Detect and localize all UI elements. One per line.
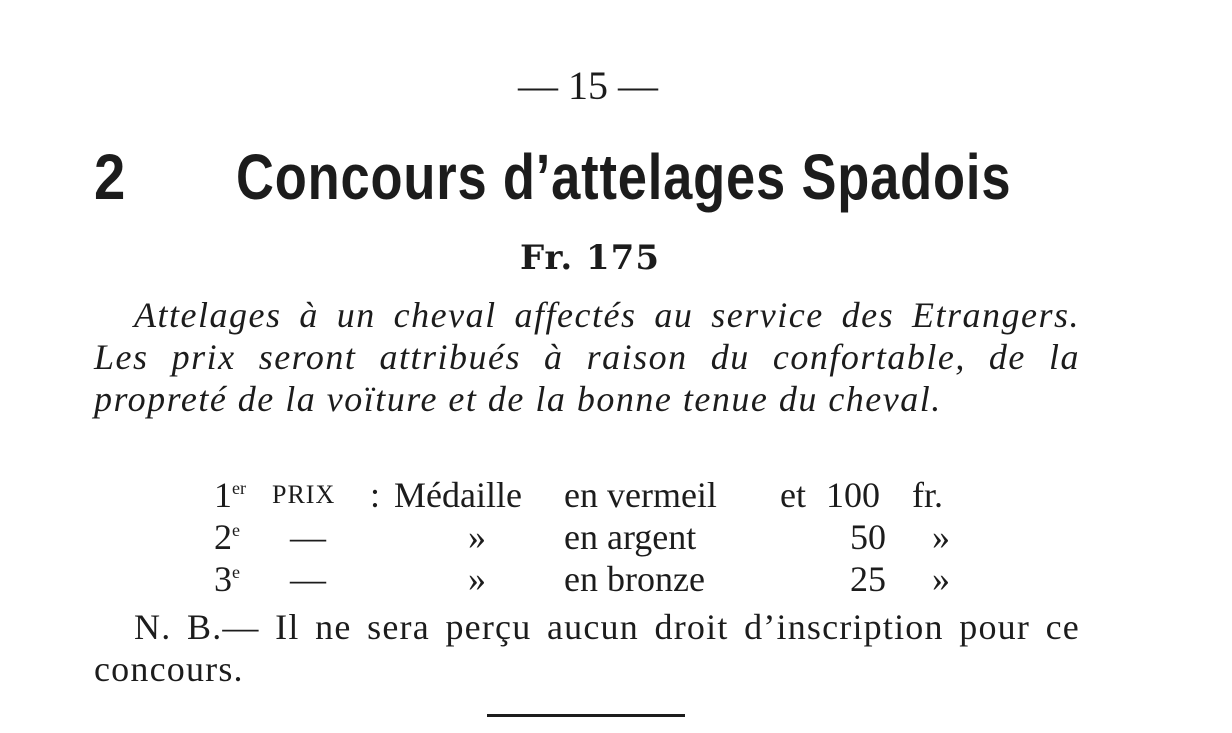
- prize-row-2: [214, 516, 974, 558]
- prize-metal: en bronze: [564, 559, 705, 599]
- rank-number: 3: [214, 559, 232, 599]
- prize-unit: fr.: [912, 475, 943, 515]
- section-title: Concours d’attelages Spadois: [236, 141, 1012, 213]
- prize-rank: [214, 516, 240, 558]
- prize-conj: et: [780, 475, 806, 515]
- prize-medal: Médaille: [394, 475, 522, 515]
- prize-ditto: »: [468, 517, 486, 557]
- section-number: 2: [94, 141, 126, 213]
- note-paragraph: [94, 606, 1080, 690]
- prize-row-3: [214, 558, 974, 600]
- prize-amount: Fr. 175: [520, 238, 660, 278]
- description-paragraph: [94, 294, 1080, 420]
- prize-label: PRIX: [272, 480, 336, 509]
- prize-unit: »: [932, 517, 950, 557]
- prize-colon: :: [370, 475, 381, 515]
- page-number: — 15 —: [518, 63, 658, 108]
- prize-rank: [214, 558, 240, 600]
- prize-metal: en vermeil: [564, 475, 717, 515]
- prize-list: [214, 474, 974, 600]
- rank-number: 1: [214, 475, 232, 515]
- prize-metal: en argent: [564, 517, 697, 557]
- section-heading: [94, 140, 1094, 220]
- note-text: N. B.— Il ne sera perçu aucun droit d’inscription pour ce concours.: [94, 607, 1080, 689]
- prize-rank: [214, 474, 246, 516]
- prize-value: 50: [850, 517, 886, 557]
- prize-value: 100: [826, 475, 880, 515]
- rank-suffix: e: [232, 520, 240, 540]
- rank-number: 2: [214, 517, 232, 557]
- prize-ditto: »: [468, 559, 486, 599]
- prize-dash: —: [290, 517, 326, 557]
- prize-row-1: [214, 474, 974, 516]
- description-text: Attelages à un cheval affectés au service des Etrangers. Les prix seront attribués à raison du confortable, de la propreté de la voïture et de la bonne tenue du cheval.: [94, 295, 1080, 419]
- rank-suffix: e: [232, 562, 240, 582]
- prize-value: 25: [850, 559, 886, 599]
- prize-dash: —: [290, 559, 326, 599]
- closing-rule: [487, 714, 685, 717]
- rank-suffix: er: [232, 478, 246, 498]
- prize-unit: »: [932, 559, 950, 599]
